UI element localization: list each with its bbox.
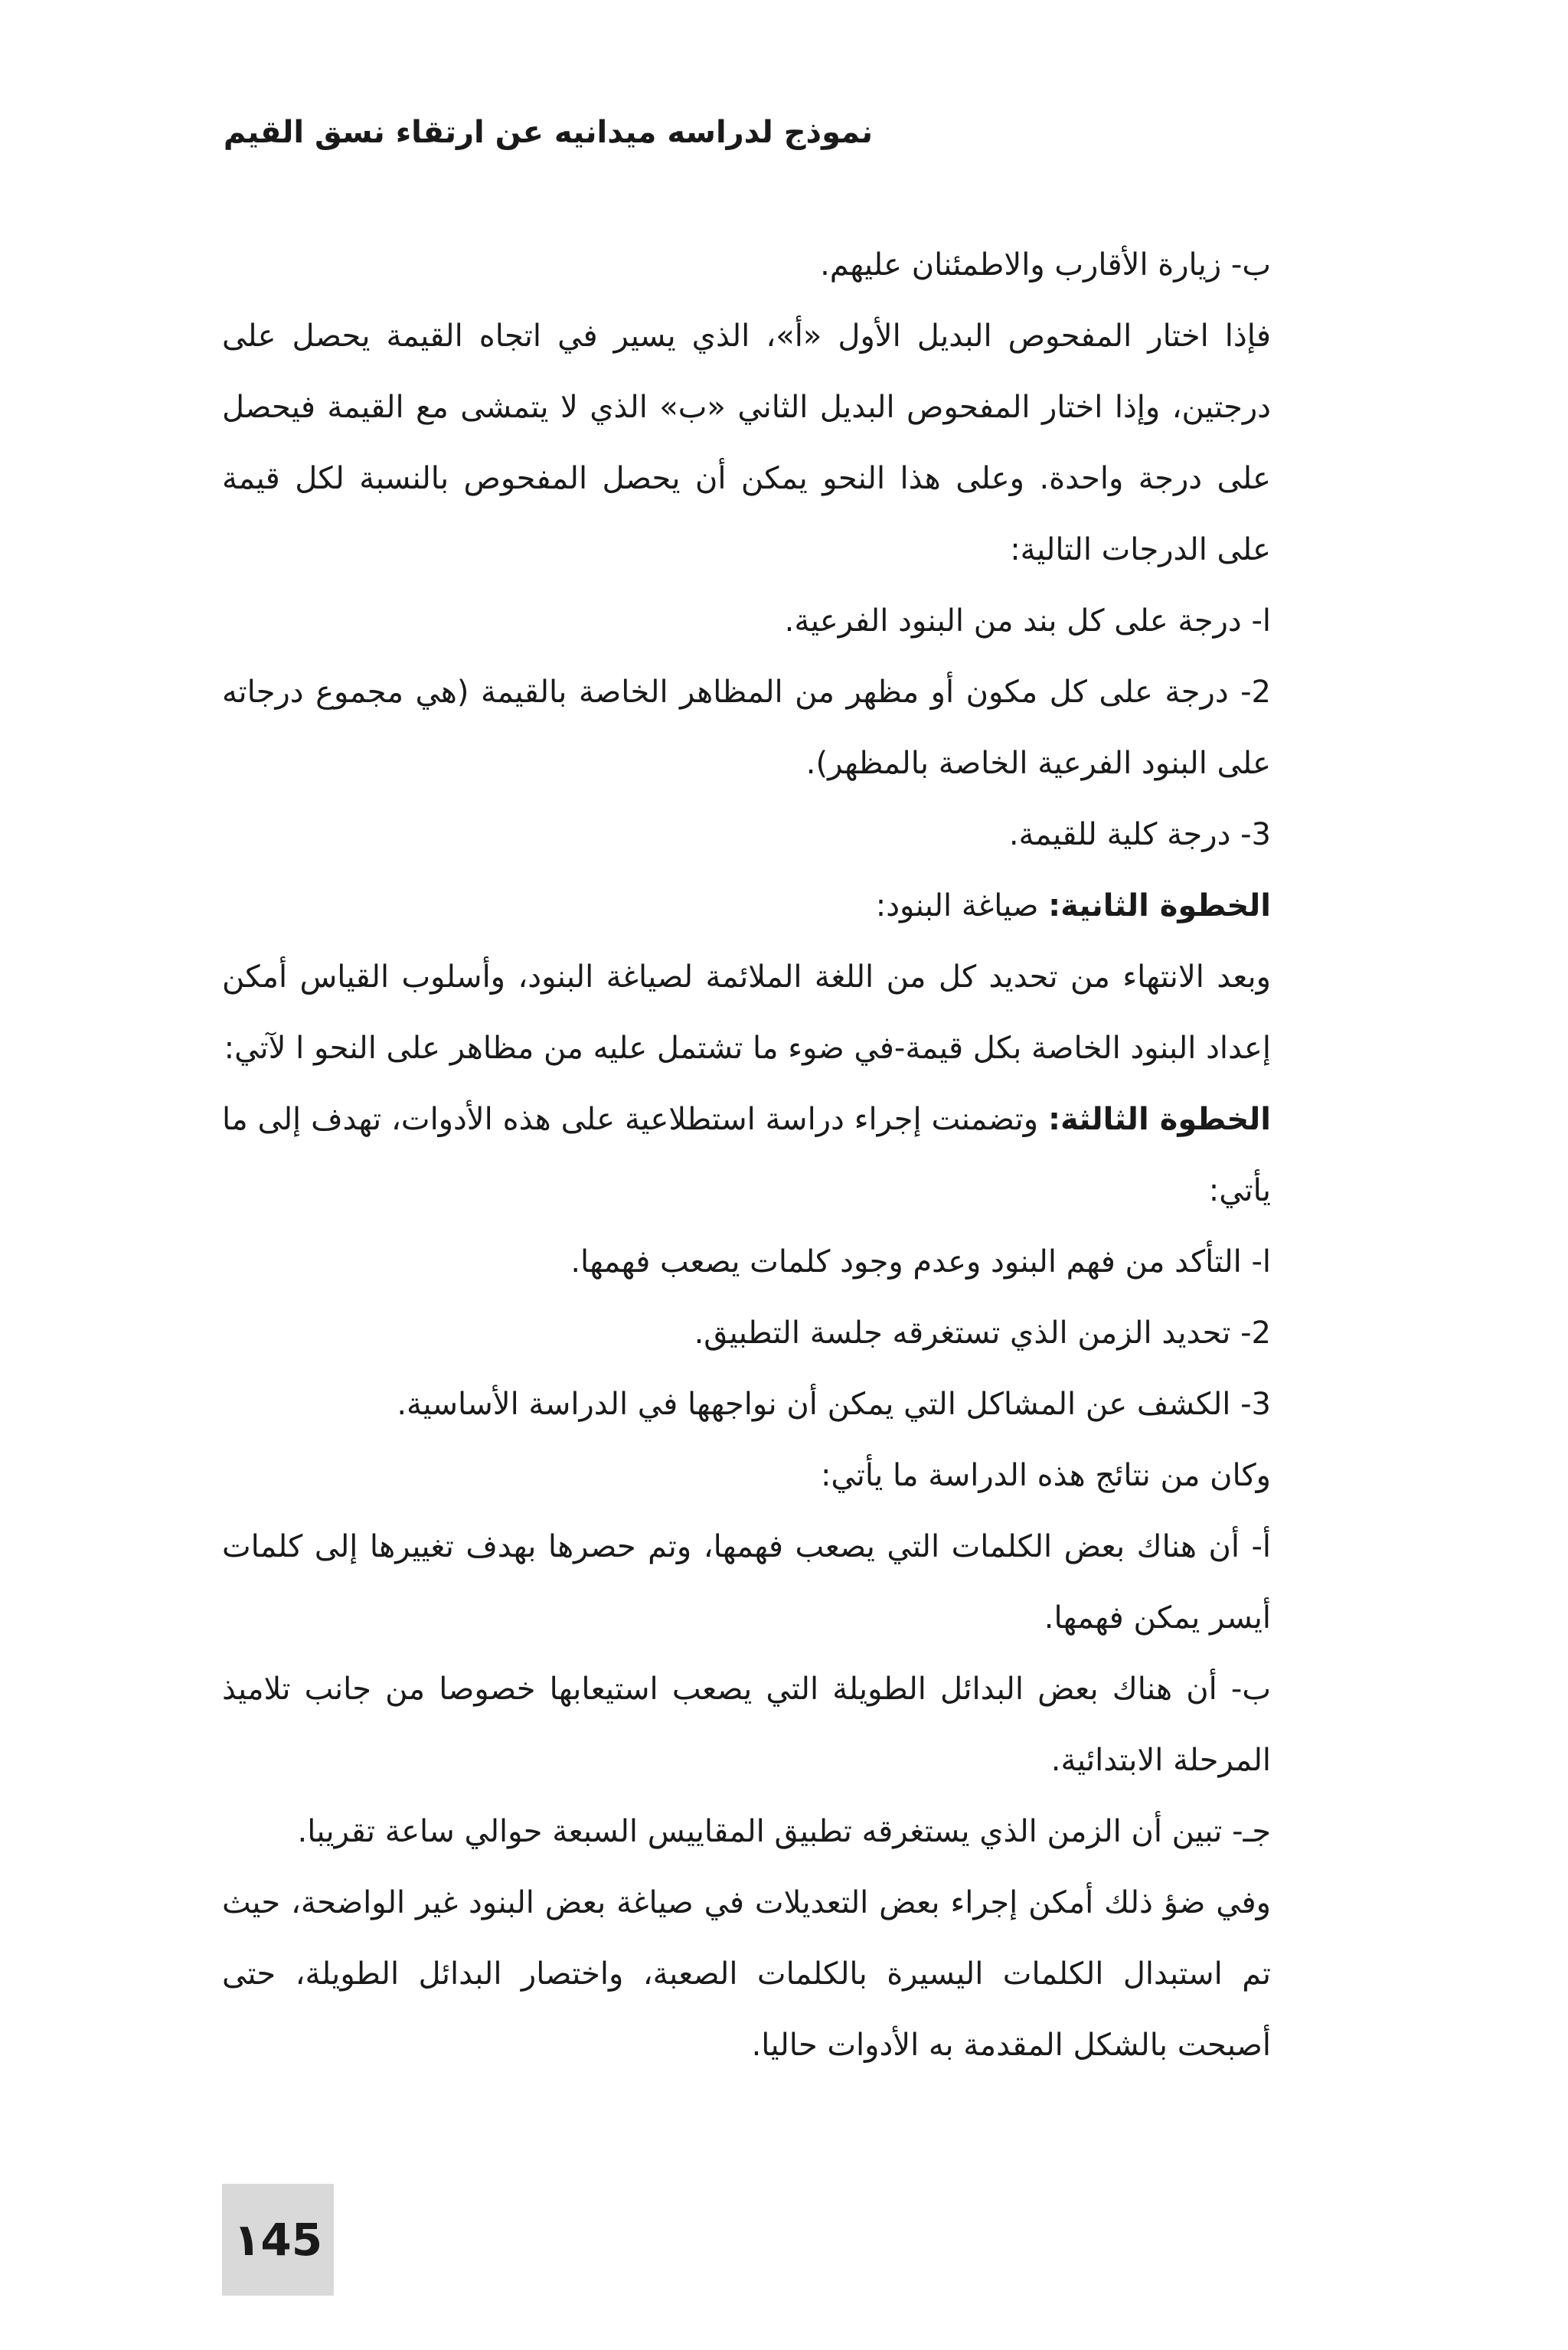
list-item: 2- تحديد الزمن الذي تستغرقه جلسة التطبيق. [694,1316,1271,1351]
step-heading [222,871,1340,942]
list-item: جـ- تبين أن الزمن الذي يستغرقه تطبيق المقاييس السبعة حوالي ساعة تقريبا. [297,1814,1271,1849]
list-item: 3- درجة كلية للقيمة. [1008,817,1271,852]
list-item: ب- أن هناك بعض البدائل الطويلة التي يصعب استيعابها خصوصا من جانب تلاميذ المرحلة الابتدائية. [222,1672,1271,1778]
list-item: ا- درجة على كل بند من البنود الفرعية. [784,603,1271,639]
step-text: صياغة البنود: [875,888,1049,923]
list-item: 2- درجة على كل مكون أو مظهر من المظاهر الخاصة بالقيمة (هي مجموع درجاته على البنود الفرعية الخاصة بالمظهر). [222,675,1271,781]
step-heading [222,1084,1340,1227]
paragraph: ب- زيارة الأقارب والاطمئنان عليهم. [820,247,1271,283]
page-number-box [222,2184,334,2296]
step-text: وتضمنت إجراء دراسة استطلاعية على هذه الأدوات، تهدف إلى ما يأتي: [222,1102,1271,1208]
step-label: الخطوة الثانية: [1048,888,1271,923]
list-item: 3- الكشف عن المشاكل التي يمكن أن نواجهها في الدراسة الأساسية. [397,1387,1271,1422]
running-header: نموذج لدراسه ميدانيه عن ارتقاء نسق القيم [223,115,873,150]
paragraph: وكان من نتائج هذه الدراسة ما يأتي: [820,1458,1271,1493]
paragraph: وبعد الانتهاء من تحديد كل من اللغة الملائمة لصياغة البنود، وأسلوب القياس أمكن إعداد البنود الخاصة بكل قيمة-في ضوء ما تشتمل عليه من مظاهر على النحو ا لآتي: [222,959,1271,1066]
list-item: ا- التأكد من فهم البنود وعدم وجود كلمات يصعب فهمها. [570,1244,1271,1280]
list-item: أ- أن هناك بعض الكلمات التي يصعب فهمها، وتم حصرها بهدف تغييرها إلى كلمات أيسر يمكن فهمها. [222,1529,1271,1636]
page-number: ١45 [233,2214,323,2266]
step-label: الخطوة الثالثة: [1047,1102,1271,1137]
paragraph: فإذا اختار المفحوص البديل الأول «أ»، الذي يسير في اتجاه القيمة يحصل على درجتين، وإذا اختار المفحوص البديل الثاني «ب» الذي لا يتمشى مع القيمة فيحصل على درجة واحدة. وعلى هذا النحو يمكن أن يحصل المفحوص بالنسبة لكل قيمة على الدرجات التالية: [222,319,1271,567]
body-text [222,230,1340,2081]
paragraph: وفي ضؤ ذلك أمكن إجراء بعض التعديلات في صياغة بعض البنود غير الواضحة، حيث تم استبدال الكلمات اليسيرة بالكلمات الصعبة، واختصار البدائل الطويلة، حتى أصبحت بالشكل المقدمة به الأدوات حاليا. [222,1885,1271,2063]
